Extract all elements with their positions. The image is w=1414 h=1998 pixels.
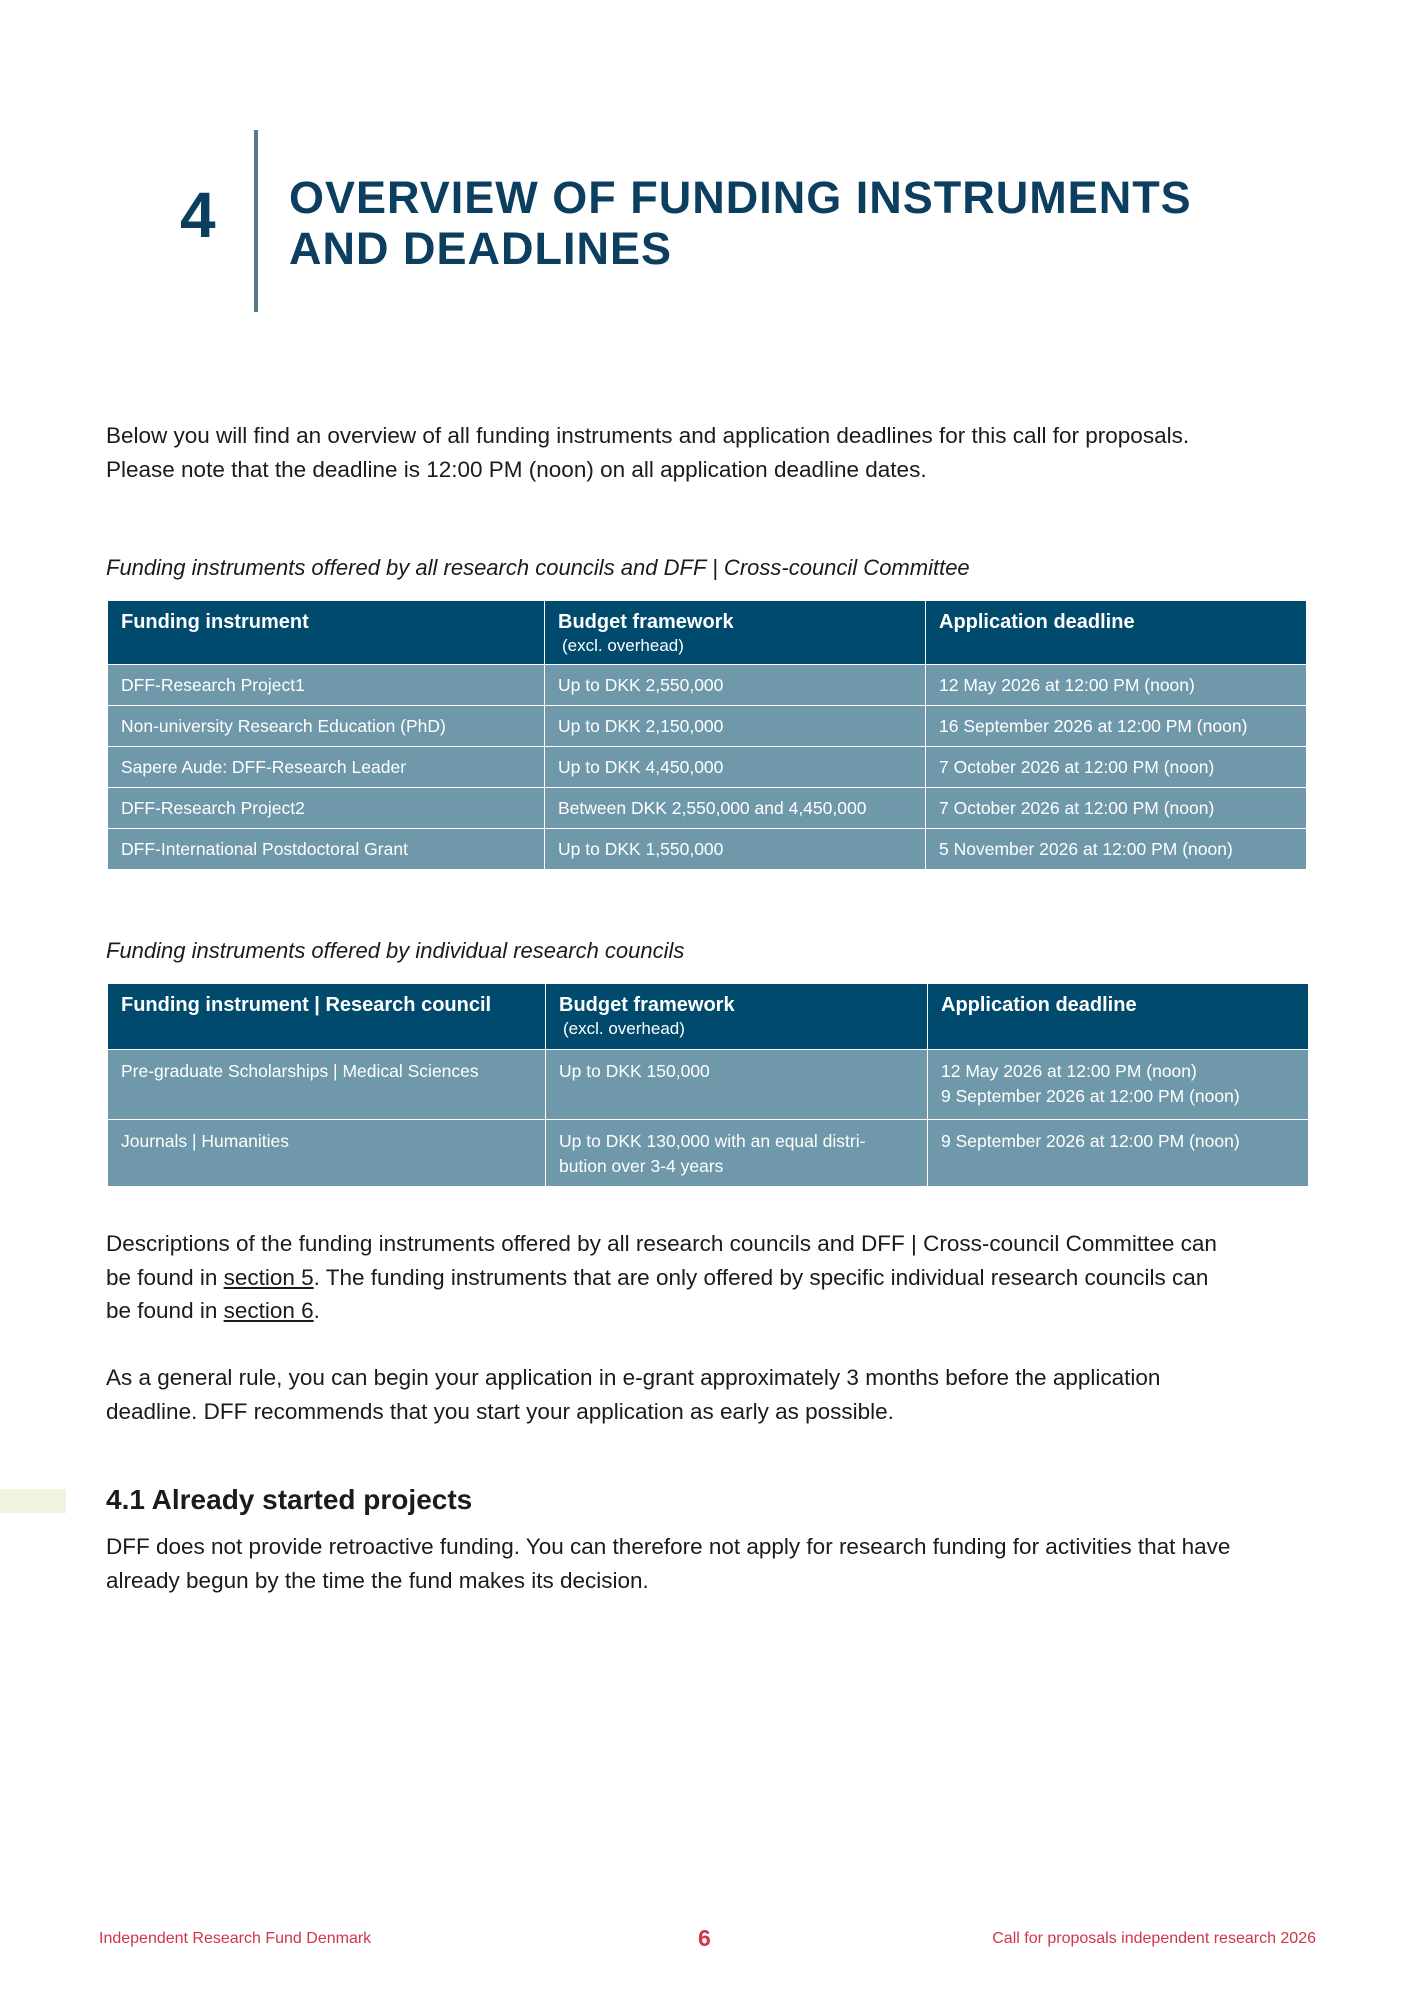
footer-organization: Independent Research Fund Denmark: [99, 1930, 372, 1947]
cell-budget: Between DKK 2,550,000 and 4,450,000: [545, 788, 926, 829]
chapter-divider: [254, 130, 258, 312]
intro-line-1: Below you will find an overview of all funding instruments and application deadlines for this call for proposals.: [106, 423, 1190, 448]
intro-paragraph: [106, 419, 1321, 486]
section-5-link[interactable]: section 5: [223, 1264, 314, 1290]
cell-deadline: [928, 1050, 1309, 1120]
table-row: [108, 1120, 1309, 1187]
individual-councils-table: [107, 983, 1309, 1187]
header-funding-instrument: Funding instrument: [108, 601, 545, 665]
cell-budget: [546, 1120, 928, 1187]
table-row: [108, 665, 1307, 706]
cell-instrument: DFF-International Postdoctoral Grant: [108, 829, 545, 870]
section-4-1-line-1: DFF does not provide retroactive funding. You can therefore not apply for research funding for activities that have: [106, 1534, 1231, 1559]
cell-deadline: 16 September 2026 at 12:00 PM (noon): [926, 706, 1307, 747]
descriptions-line-2-start: be found in: [106, 1264, 224, 1290]
cell-budget: Up to DKK 2,550,000: [545, 665, 926, 706]
general-rule-paragraph: [106, 1361, 1321, 1428]
cell-deadline: 7 October 2026 at 12:00 PM (noon): [926, 788, 1307, 829]
table1-caption: Funding instruments offered by all research councils and DFF | Cross-council Committee: [106, 555, 970, 580]
section-4-1-paragraph: [106, 1530, 1321, 1597]
page-title-line-1: OVERVIEW OF FUNDING INSTRUMENTS: [289, 172, 1192, 223]
table-row: [108, 1050, 1309, 1120]
deadline-2: 9 September 2026 at 12:00 PM (noon): [941, 1086, 1240, 1106]
section-heading-4-1: 4.1 Already started projects: [106, 1484, 473, 1515]
cell-instrument: DFF-Research Project2: [108, 788, 545, 829]
page-number: 6: [698, 1925, 711, 1951]
footer-document-title: Call for proposals independent research 2026: [992, 1930, 1316, 1947]
cell-budget: Up to DKK 4,450,000: [545, 747, 926, 788]
table-header-row: [108, 601, 1307, 665]
table-row: [108, 747, 1307, 788]
section-4-1-line-2: already begun by the time the fund makes its decision.: [106, 1567, 649, 1593]
header-budget-sub: (excl. overhead): [563, 1019, 685, 1038]
descriptions-line-3-end: .: [313, 1298, 320, 1323]
cell-deadline: 7 October 2026 at 12:00 PM (noon): [926, 747, 1307, 788]
table2-caption: Funding instruments offered by individual research councils: [106, 938, 685, 963]
budget-line-1: Up to DKK 130,000 with an equal distri-: [559, 1131, 866, 1151]
table-row: [108, 706, 1307, 747]
page-title-line-2: AND DEADLINES: [289, 223, 673, 274]
budget-line-2: bution over 3-4 years: [559, 1156, 724, 1176]
deadline-1: 12 May 2026 at 12:00 PM (noon): [941, 1061, 1197, 1081]
table-header-row: [108, 984, 1309, 1050]
cell-instrument: DFF-Research Project1: [108, 665, 545, 706]
general-rule-line-1: As a general rule, you can begin your application in e-grant approximately 3 months before the application: [106, 1365, 1161, 1390]
cell-budget: Up to DKK 2,150,000: [545, 706, 926, 747]
header-budget-framework: Budget framework (excl. overhead): [546, 984, 928, 1050]
table-row: [108, 788, 1307, 829]
header-application-deadline: Application deadline: [926, 601, 1307, 665]
cell-instrument: Sapere Aude: DFF-Research Leader: [108, 747, 545, 788]
cell-deadline: 9 September 2026 at 12:00 PM (noon): [928, 1120, 1309, 1187]
cell-instrument: Non-university Research Education (PhD): [108, 706, 545, 747]
header-budget-sub: (excl. overhead): [562, 636, 684, 655]
section-marker: [0, 1489, 66, 1513]
page-title: [289, 172, 1329, 274]
header-application-deadline: Application deadline: [928, 984, 1309, 1050]
header-budget-framework: Budget framework (excl. overhead): [545, 601, 926, 665]
cell-budget: Up to DKK 150,000: [546, 1050, 928, 1120]
table-row: [108, 829, 1307, 870]
header-funding-instrument-council: Funding instrument | Research council: [108, 984, 546, 1050]
general-rule-line-2: deadline. DFF recommends that you start your application as early as possible.: [106, 1398, 894, 1424]
all-councils-table: [107, 600, 1307, 870]
section-6-link[interactable]: section 6: [223, 1298, 314, 1323]
intro-line-2: Please note that the deadline is 12:00 PM (noon) on all application deadline dates.: [106, 456, 927, 482]
chapter-number: 4: [180, 179, 216, 251]
cell-deadline: 12 May 2026 at 12:00 PM (noon): [926, 665, 1307, 706]
cell-budget: Up to DKK 1,550,000: [545, 829, 926, 870]
descriptions-paragraph: [106, 1227, 1321, 1328]
cell-instrument: Journals | Humanities: [108, 1120, 546, 1187]
cell-instrument: Pre-graduate Scholarships | Medical Sciences: [108, 1050, 546, 1120]
cell-deadline: 5 November 2026 at 12:00 PM (noon): [926, 829, 1307, 870]
descriptions-line-2-end: . The funding instruments that are only offered by specific individual research councils can: [313, 1264, 1209, 1290]
descriptions-line-3-start: be found in: [106, 1298, 224, 1323]
descriptions-line-1: Descriptions of the funding instruments offered by all research councils and DFF | Cross-council Committee can: [106, 1231, 1217, 1256]
